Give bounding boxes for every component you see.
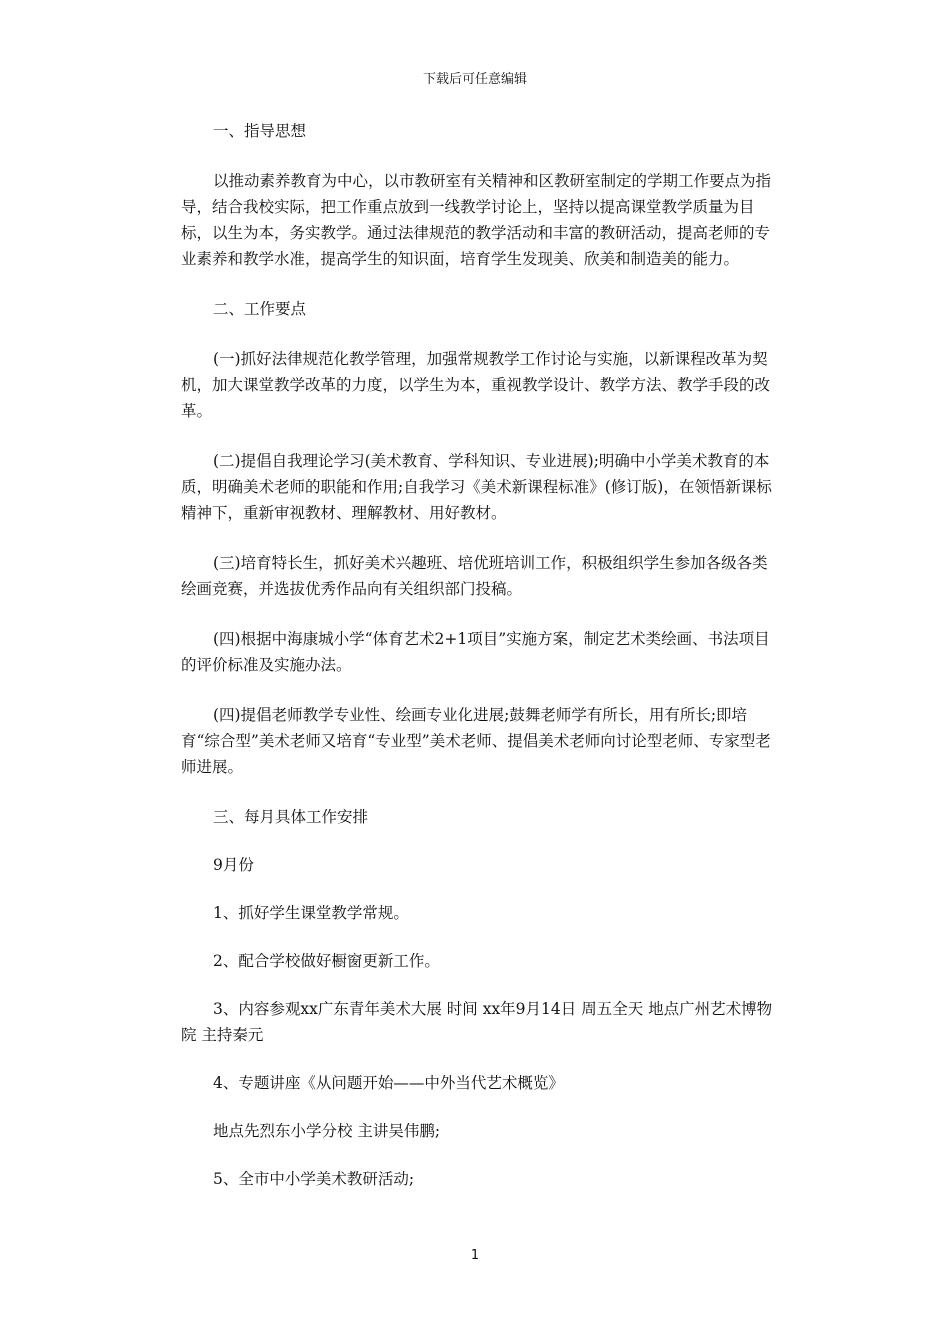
paragraph-guiding-ideology: 以推动素养教育为中心，以市教研室有关精神和区教研室制定的学期工作要点为指导，结合我校实际，把工作重点放到一线教学讨论上，坚持以提高课堂教学质量为目标，以生为本，务实教学。通过法律规范的教学活动和丰富的教研活动，提高老师的专业素养和教学水准，提高学生的知识面，培育学生发现美、欣美和制造美的能力。 bbox=[181, 172, 772, 268]
paragraph-point-2: (二)提倡自我理论学习(美术教育、学科知识、专业进展);明确中小学美术教育的本质，明确美术老师的职能和作用;自我学习《美术新课程标准》(修订版)，在领悟新课标精神下，重新审视教材、理解教材、用好教材。 bbox=[181, 452, 772, 522]
page-number: 1 bbox=[470, 1248, 480, 1263]
paragraph-point-4b: (四)提倡老师教学专业性、绘画专业化进展;鼓舞老师学有所长，用有所长;即培育“综合型”美术老师又培育“专业型”美术老师、提倡美术老师向讨论型老师、专家型老师进展。 bbox=[181, 706, 771, 776]
paragraph-point-4a: (四)根据中海康城小学“体育艺术2+1项目”实施方案，制定艺术类绘画、书法项目的评价标准及实施办法。 bbox=[181, 630, 770, 674]
paragraph-point-3: (三)培育特长生，抓好美术兴趣班、培优班培训工作，积极组织学生参加各级各类绘画竞赛，并选拔优秀作品向有关组织部门投稿。 bbox=[181, 554, 768, 598]
list-item-4: 4、专题讲座《从问题开始——中外当代艺术概览》 bbox=[213, 1074, 564, 1092]
document-body bbox=[181, 118, 781, 1214]
section-heading-work-points: 二、工作要点 bbox=[213, 300, 307, 318]
list-item-3: 3、内容参观xx广东青年美术大展 时间 xx年9月14日 周五全天 地点广州艺术博物院 主持秦元 bbox=[181, 1000, 773, 1044]
month-label-september: 9月份 bbox=[213, 856, 254, 874]
section-heading-guiding-ideology: 一、指导思想 bbox=[213, 122, 307, 140]
list-item-2: 2、配合学校做好橱窗更新工作。 bbox=[213, 952, 440, 970]
list-item-1: 1、抓好学生课堂教学常规。 bbox=[213, 904, 409, 922]
list-item-4-location: 地点先烈东小学分校 主讲吴伟鹏; bbox=[213, 1122, 441, 1140]
section-heading-monthly-plan: 三、每月具体工作安排 bbox=[213, 808, 369, 826]
paragraph-point-1: (一)抓好法律规范化教学管理，加强常规教学工作讨论与实施，以新课程改革为契机，加大课堂教学改革的力度，以学生为本，重视教学设计、教学方法、教学手段的改革。 bbox=[181, 350, 771, 420]
page-header: 下载后可任意编辑 bbox=[422, 72, 527, 87]
list-item-5: 5、全市中小学美术教研活动; bbox=[213, 1170, 415, 1188]
